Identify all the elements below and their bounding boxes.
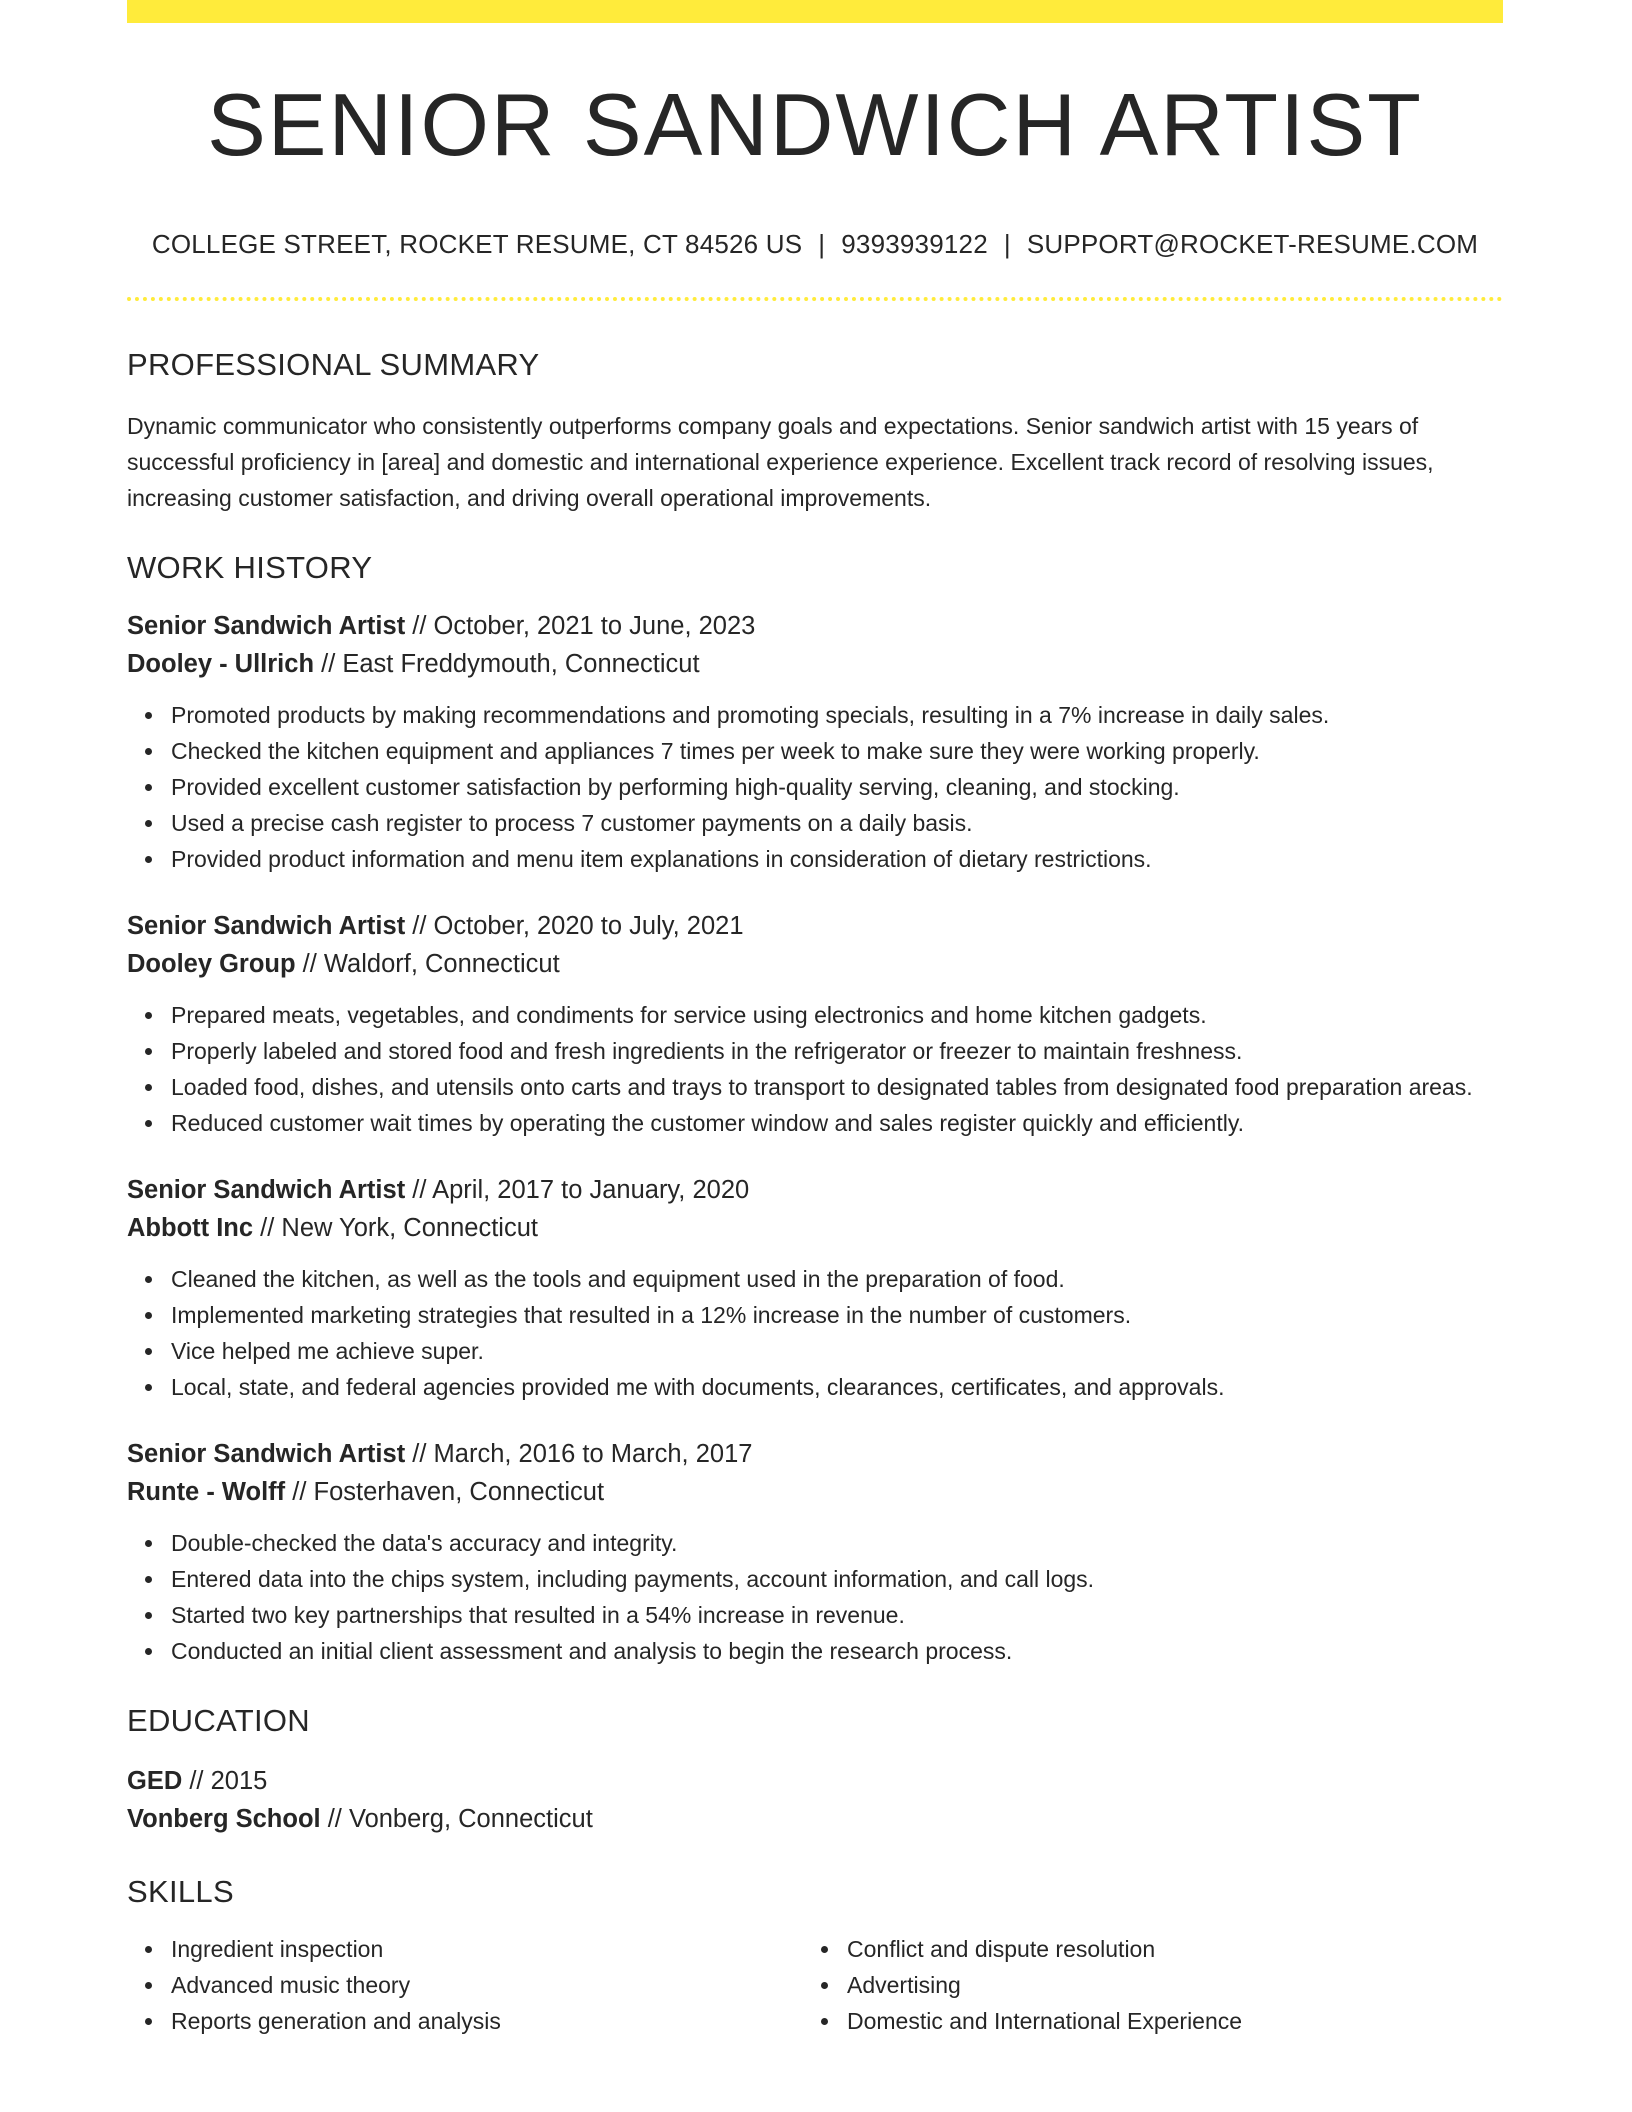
job-company: Abbott Inc (127, 1214, 254, 1242)
job-entry (127, 907, 1503, 1141)
education-degree-line (127, 1762, 1503, 1800)
list-item: Used a precise cash register to process 7 customer payments on a daily basis. (171, 805, 1503, 841)
list-item: Vice helped me achieve super. (171, 1333, 1503, 1369)
contact-separator: | (1003, 229, 1011, 259)
list-item: Reduced customer wait times by operating the customer window and sales register quickly and efficiently. (171, 1105, 1503, 1141)
job-company: Dooley Group (127, 950, 296, 978)
education-entry (127, 1762, 1503, 1838)
job-dates: // October, 2021 to June, 2023 (405, 612, 756, 640)
list-item: Reports generation and analysis (171, 2003, 803, 2039)
job-role: Senior Sandwich Artist (127, 1176, 406, 1204)
skills-list (803, 1931, 1479, 2039)
job-company-line (127, 645, 1503, 683)
list-item: Advertising (847, 1967, 1479, 2003)
list-item: Double-checked the data's accuracy and integrity. (171, 1525, 1503, 1561)
contact-address: COLLEGE STREET, ROCKET RESUME, CT 84526 US (151, 229, 803, 259)
job-title-line (127, 1435, 1503, 1473)
list-item: Entered data into the chips system, including payments, account information, and call logs. (171, 1561, 1503, 1597)
resume-name: SENIOR SANDWICH ARTIST (207, 75, 1423, 174)
job-location: // Waldorf, Connecticut (295, 950, 560, 978)
job-title-line (127, 1171, 1503, 1209)
list-item: Provided excellent customer satisfaction by performing high-quality serving, cleaning, and stocking. (171, 769, 1503, 805)
list-item: Ingredient inspection (171, 1931, 803, 1967)
work-history-heading: WORK HISTORY (127, 550, 373, 585)
resume-page (127, 0, 1503, 2039)
header-divider (127, 297, 1503, 301)
education-degree: GED (127, 1767, 183, 1795)
job-location: // Fosterhaven, Connecticut (285, 1478, 605, 1506)
skills-list (127, 1931, 803, 2039)
job-bullets (127, 997, 1503, 1141)
job-entry (127, 607, 1503, 877)
list-item: Advanced music theory (171, 1967, 803, 2003)
job-bullets (127, 1525, 1503, 1669)
job-role: Senior Sandwich Artist (127, 1440, 406, 1468)
job-title-line (127, 907, 1503, 945)
skills-heading: SKILLS (127, 1874, 234, 1909)
job-dates: // April, 2017 to January, 2020 (405, 1176, 750, 1204)
list-item: Domestic and International Experience (847, 2003, 1479, 2039)
contact-separator: | (818, 229, 826, 259)
list-item: Local, state, and federal agencies provided me with documents, clearances, certificates, and approvals. (171, 1369, 1503, 1405)
job-location: // East Freddymouth, Connecticut (314, 650, 700, 678)
summary-text: Dynamic communicator who consistently outperforms company goals and expectations. Senior sandwich artist with 15 years of successful proficiency in [area] and domestic and international experience experience. Excellent track record of resolving issues, increasing customer satisfaction, and driving overall operational improvements. (127, 413, 1434, 511)
list-item: Started two key partnerships that resulted in a 54% increase in revenue. (171, 1597, 1503, 1633)
skills-grid (127, 1931, 1503, 2039)
education-school: Vonberg School (127, 1805, 321, 1833)
list-item: Properly labeled and stored food and fresh ingredients in the refrigerator or freezer to maintain freshness. (171, 1033, 1503, 1069)
contact-phone: 9393939122 (841, 229, 988, 259)
job-location: // New York, Connecticut (253, 1214, 538, 1242)
list-item: Loaded food, dishes, and utensils onto carts and trays to transport to designated tables from designated food preparation areas. (171, 1069, 1503, 1105)
contact-email: SUPPORT@ROCKET-RESUME.COM (1026, 229, 1479, 259)
list-item: Promoted products by making recommendations and promoting specials, resulting in a 7% increase in daily sales. (171, 697, 1503, 733)
job-company: Runte - Wolff (127, 1478, 286, 1506)
job-company-line (127, 1473, 1503, 1511)
job-company-line (127, 945, 1503, 983)
list-item: Prepared meats, vegetables, and condiments for service using electronics and home kitchen gadgets. (171, 997, 1503, 1033)
job-dates: // March, 2016 to March, 2017 (405, 1440, 753, 1468)
top-accent-bar (127, 0, 1503, 23)
list-item: Conflict and dispute resolution (847, 1931, 1479, 1967)
job-role: Senior Sandwich Artist (127, 612, 406, 640)
job-bullets (127, 697, 1503, 877)
education-heading: EDUCATION (127, 1703, 310, 1738)
job-dates: // October, 2020 to July, 2021 (405, 912, 744, 940)
summary-heading: PROFESSIONAL SUMMARY (127, 347, 540, 382)
job-entry (127, 1171, 1503, 1405)
list-item: Conducted an initial client assessment and analysis to begin the research process. (171, 1633, 1503, 1669)
job-company-line (127, 1209, 1503, 1247)
skills-column-left (127, 1931, 803, 2039)
job-company: Dooley - Ullrich (127, 650, 315, 678)
job-entry (127, 1435, 1503, 1669)
skills-column-right (803, 1931, 1479, 2039)
education-year: // 2015 (182, 1767, 268, 1795)
job-role: Senior Sandwich Artist (127, 912, 406, 940)
list-item: Provided product information and menu item explanations in consideration of dietary restrictions. (171, 841, 1503, 877)
job-bullets (127, 1261, 1503, 1405)
education-location: // Vonberg, Connecticut (320, 1805, 593, 1833)
list-item: Cleaned the kitchen, as well as the tools and equipment used in the preparation of food. (171, 1261, 1503, 1297)
education-school-line (127, 1800, 1503, 1838)
list-item: Implemented marketing strategies that resulted in a 12% increase in the number of customers. (171, 1297, 1503, 1333)
contact-line (127, 231, 1503, 257)
list-item: Checked the kitchen equipment and appliances 7 times per week to make sure they were working properly. (171, 733, 1503, 769)
job-title-line (127, 607, 1503, 645)
